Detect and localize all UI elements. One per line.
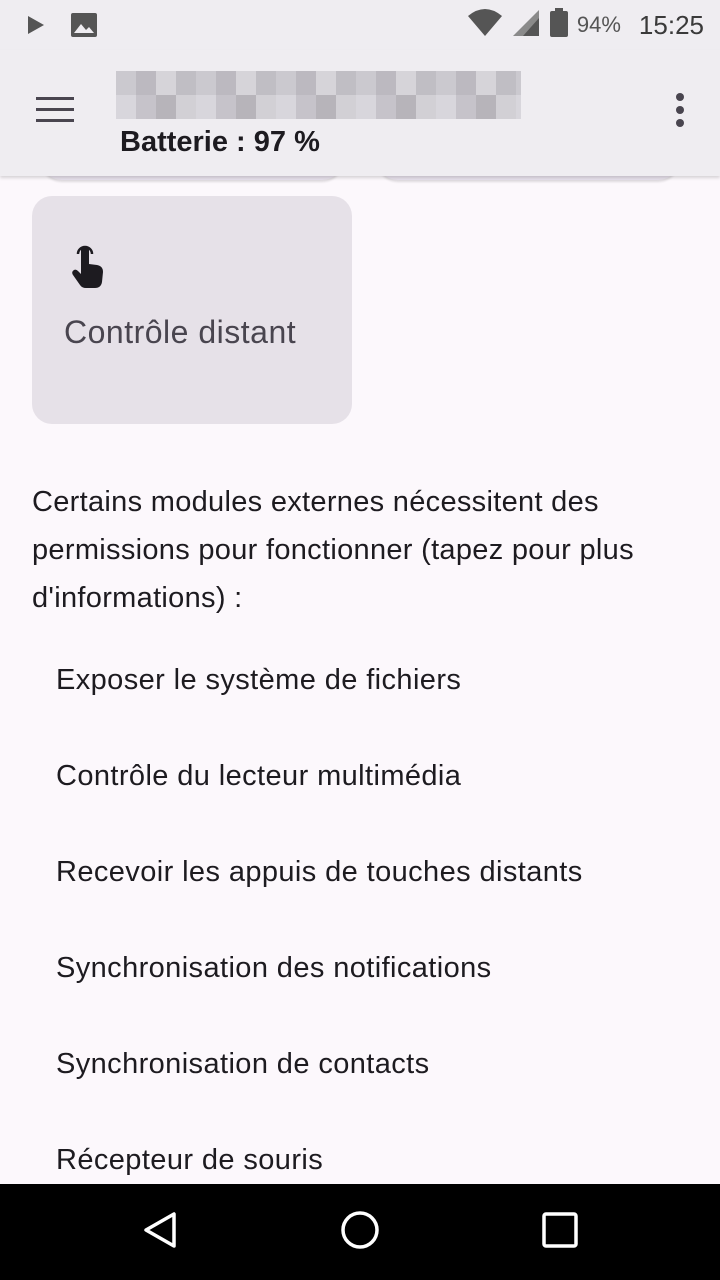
status-bar bbox=[0, 0, 720, 50]
list-item[interactable]: Synchronisation des notifications bbox=[56, 951, 492, 984]
more-vert-icon bbox=[675, 92, 685, 133]
list-item[interactable]: Contrôle du lecteur multimédia bbox=[56, 759, 462, 792]
battery-label: Batterie : 97 % bbox=[120, 126, 320, 158]
signal-icon bbox=[511, 8, 541, 43]
list-item[interactable]: Recevoir les appuis de touches distants bbox=[56, 855, 583, 888]
overflow-menu-button[interactable] bbox=[660, 84, 700, 140]
device-name-redacted bbox=[116, 71, 521, 119]
hamburger-icon bbox=[36, 95, 76, 130]
recents-icon bbox=[542, 1212, 578, 1253]
back-button[interactable] bbox=[132, 1204, 188, 1260]
home-icon bbox=[340, 1210, 380, 1255]
list-item[interactable]: Synchronisation de contacts bbox=[56, 1047, 430, 1080]
plugin-card-label: Contrôle distant bbox=[64, 314, 297, 350]
permissions-list bbox=[0, 632, 720, 1208]
battery-percent: 94% bbox=[576, 12, 621, 37]
touch-icon bbox=[70, 244, 106, 295]
plugin-card-remote-control[interactable] bbox=[32, 196, 352, 424]
wifi-icon bbox=[467, 8, 503, 43]
list-item[interactable]: Exposer le système de fichiers bbox=[56, 663, 462, 696]
navigation-bar bbox=[0, 1184, 720, 1280]
image-icon bbox=[70, 12, 98, 43]
battery-icon bbox=[549, 8, 569, 43]
app-bar bbox=[0, 50, 720, 176]
play-icon bbox=[26, 14, 46, 41]
home-button[interactable] bbox=[332, 1204, 388, 1260]
permissions-info-text[interactable]: Certains modules externes nécessitent des permissions pour fonctionner (tapez pour plus d'informations) : bbox=[32, 486, 634, 614]
back-icon bbox=[140, 1210, 180, 1255]
recents-button[interactable] bbox=[532, 1204, 588, 1260]
list-item[interactable]: Récepteur de souris bbox=[56, 1143, 324, 1176]
menu-button[interactable] bbox=[24, 84, 88, 140]
clock: 15:25 bbox=[638, 9, 704, 40]
